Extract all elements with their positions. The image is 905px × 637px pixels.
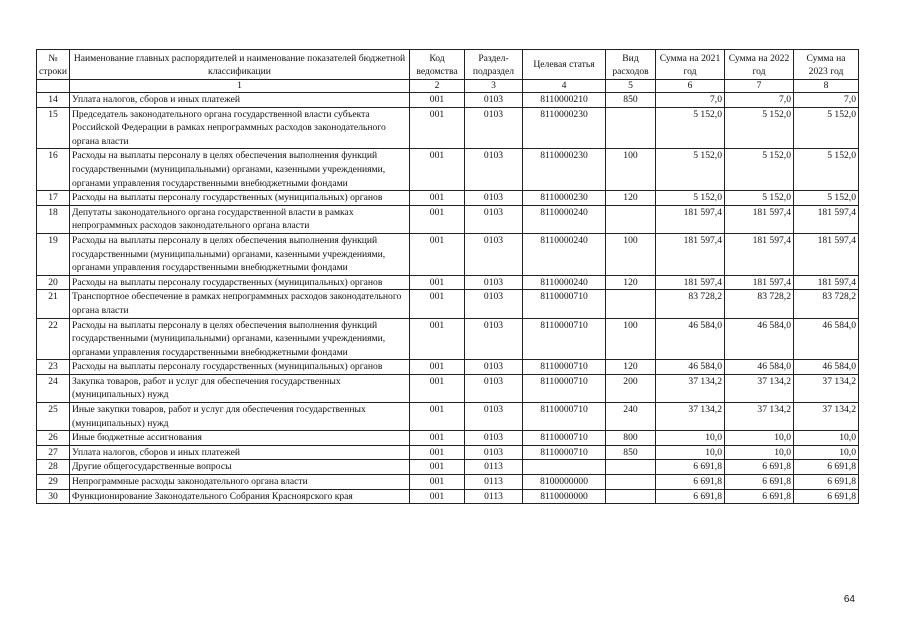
sum-2023-cell: 5 152,0 xyxy=(794,107,859,149)
dept-code-cell: 001 xyxy=(410,233,465,275)
dept-code-cell: 001 xyxy=(410,107,465,149)
sum-2021-cell: 181 597,4 xyxy=(656,233,725,275)
sum-2021-cell: 6 691,8 xyxy=(656,489,725,504)
section-cell: 0103 xyxy=(465,290,523,318)
dept-code-cell: 001 xyxy=(410,374,465,402)
sum-2023-cell: 6 691,8 xyxy=(794,489,859,504)
sum-2021-cell: 10,0 xyxy=(656,445,725,460)
dept-code-cell: 001 xyxy=(410,360,465,375)
sum-2021-cell: 6 691,8 xyxy=(656,460,725,475)
expense-type-cell: 200 xyxy=(606,374,656,402)
table-row xyxy=(37,460,859,475)
header-section: Раздел-подраздел xyxy=(465,50,523,80)
table-row xyxy=(37,445,859,460)
expense-type-cell xyxy=(606,475,656,490)
row-name-cell: Уплата налогов, сборов и иных платежей xyxy=(70,93,410,108)
expense-type-cell xyxy=(606,205,656,233)
row-number-cell: 15 xyxy=(37,107,70,149)
table-body xyxy=(37,93,859,504)
section-cell: 0103 xyxy=(465,149,523,191)
table-row xyxy=(37,93,859,108)
row-number-cell: 20 xyxy=(37,275,70,290)
table-row xyxy=(37,431,859,446)
sum-2022-cell: 5 152,0 xyxy=(725,149,794,191)
row-number-cell: 28 xyxy=(37,460,70,475)
expense-type-cell: 100 xyxy=(606,318,656,360)
sum-2023-cell: 5 152,0 xyxy=(794,149,859,191)
sum-2021-cell: 37 134,2 xyxy=(656,403,725,431)
row-number-cell: 30 xyxy=(37,489,70,504)
sum-2021-cell: 5 152,0 xyxy=(656,191,725,206)
sum-2023-cell: 10,0 xyxy=(794,431,859,446)
row-name-cell: Расходы на выплаты персоналу в целях обеспечения выполнения функций государственными (муниципальными) органами, казенными учреждениями, органами управления государственными внебюджетными фондами xyxy=(70,233,410,275)
row-number-cell: 21 xyxy=(37,290,70,318)
section-cell: 0103 xyxy=(465,275,523,290)
row-name-cell: Расходы на выплаты персоналу в целях обеспечения выполнения функций государственными (муниципальными) органами, казенными учреждениями, органами управления государственными внебюджетными фондами xyxy=(70,149,410,191)
dept-code-cell: 001 xyxy=(410,191,465,206)
row-number-cell: 29 xyxy=(37,475,70,490)
row-number-cell: 22 xyxy=(37,318,70,360)
expense-type-cell: 240 xyxy=(606,403,656,431)
row-number-cell: 25 xyxy=(37,403,70,431)
sum-2021-cell: 5 152,0 xyxy=(656,107,725,149)
column-number: 2 xyxy=(410,80,465,93)
dept-code-cell: 001 xyxy=(410,93,465,108)
sum-2022-cell: 83 728,2 xyxy=(725,290,794,318)
sum-2022-cell: 5 152,0 xyxy=(725,107,794,149)
row-number-cell: 27 xyxy=(37,445,70,460)
row-number-cell: 24 xyxy=(37,374,70,402)
section-cell: 0103 xyxy=(465,205,523,233)
section-cell: 0103 xyxy=(465,403,523,431)
sum-2022-cell: 6 691,8 xyxy=(725,475,794,490)
sum-2022-cell: 181 597,4 xyxy=(725,275,794,290)
table-row xyxy=(37,205,859,233)
sum-2023-cell: 7,0 xyxy=(794,93,859,108)
section-cell: 0103 xyxy=(465,445,523,460)
column-number: 1 xyxy=(70,80,410,93)
sum-2021-cell: 83 728,2 xyxy=(656,290,725,318)
row-name-cell: Депутаты законодательного органа государственной власти в рамках непрограммных расходов законодательного органа власти xyxy=(70,205,410,233)
table-row xyxy=(37,107,859,149)
sum-2021-cell: 10,0 xyxy=(656,431,725,446)
sum-2022-cell: 6 691,8 xyxy=(725,460,794,475)
expense-type-cell: 120 xyxy=(606,360,656,375)
sum-2023-cell: 6 691,8 xyxy=(794,460,859,475)
section-cell: 0113 xyxy=(465,475,523,490)
target-article-cell: 8110000710 xyxy=(523,360,606,375)
section-cell: 0103 xyxy=(465,107,523,149)
target-article-cell: 8110000240 xyxy=(523,233,606,275)
target-article-cell: 8110000710 xyxy=(523,318,606,360)
section-cell: 0103 xyxy=(465,431,523,446)
sum-2022-cell: 37 134,2 xyxy=(725,403,794,431)
row-name-cell: Расходы на выплаты персоналу в целях обеспечения выполнения функций государственными (муниципальными) органами, казенными учреждениями, органами управления государственными внебюджетными фондами xyxy=(70,318,410,360)
sum-2023-cell: 181 597,4 xyxy=(794,275,859,290)
expense-type-cell xyxy=(606,460,656,475)
row-name-cell: Уплата налогов, сборов и иных платежей xyxy=(70,445,410,460)
sum-2023-cell: 37 134,2 xyxy=(794,403,859,431)
section-cell: 0113 xyxy=(465,489,523,504)
section-cell: 0113 xyxy=(465,460,523,475)
row-name-cell: Другие общегосударственные вопросы xyxy=(70,460,410,475)
target-article-cell: 8110000710 xyxy=(523,431,606,446)
expense-type-cell xyxy=(606,290,656,318)
sum-2021-cell: 7,0 xyxy=(656,93,725,108)
expense-type-cell xyxy=(606,107,656,149)
table-row xyxy=(37,360,859,375)
sum-2021-cell: 46 584,0 xyxy=(656,318,725,360)
table-row xyxy=(37,403,859,431)
sum-2022-cell: 7,0 xyxy=(725,93,794,108)
table-row xyxy=(37,149,859,191)
header-row-number: № строки xyxy=(37,50,70,80)
dept-code-cell: 001 xyxy=(410,403,465,431)
sum-2022-cell: 46 584,0 xyxy=(725,360,794,375)
row-name-cell: Иные бюджетные ассигнования xyxy=(70,431,410,446)
expense-type-cell: 800 xyxy=(606,431,656,446)
row-number-cell: 17 xyxy=(37,191,70,206)
sum-2021-cell: 37 134,2 xyxy=(656,374,725,402)
budget-table xyxy=(36,49,859,504)
expense-type-cell: 120 xyxy=(606,191,656,206)
table-row xyxy=(37,233,859,275)
column-number: 8 xyxy=(794,80,859,93)
target-article-cell: 8110000710 xyxy=(523,403,606,431)
target-article-cell: 8110000710 xyxy=(523,374,606,402)
column-number: 3 xyxy=(465,80,523,93)
sum-2022-cell: 181 597,4 xyxy=(725,233,794,275)
column-number: 6 xyxy=(656,80,725,93)
sum-2021-cell: 6 691,8 xyxy=(656,475,725,490)
sum-2023-cell: 46 584,0 xyxy=(794,318,859,360)
row-number-cell: 23 xyxy=(37,360,70,375)
target-article-cell: 8100000000 xyxy=(523,475,606,490)
row-name-cell: Расходы на выплаты персоналу государственных (муниципальных) органов xyxy=(70,275,410,290)
target-article-cell: 8110000210 xyxy=(523,93,606,108)
target-article-cell: 8110000230 xyxy=(523,149,606,191)
sum-2022-cell: 10,0 xyxy=(725,431,794,446)
sum-2021-cell: 5 152,0 xyxy=(656,149,725,191)
sum-2022-cell: 46 584,0 xyxy=(725,318,794,360)
row-number-cell: 19 xyxy=(37,233,70,275)
sum-2022-cell: 37 134,2 xyxy=(725,374,794,402)
header-dept-code: Код ведомства xyxy=(410,50,465,80)
sum-2023-cell: 5 152,0 xyxy=(794,191,859,206)
header-sum-2021: Сумма на 2021 год xyxy=(656,50,725,80)
column-number-blank xyxy=(37,80,70,93)
sum-2021-cell: 181 597,4 xyxy=(656,205,725,233)
target-article-cell: 8110000230 xyxy=(523,191,606,206)
dept-code-cell: 001 xyxy=(410,445,465,460)
dept-code-cell: 001 xyxy=(410,475,465,490)
dept-code-cell: 001 xyxy=(410,149,465,191)
section-cell: 0103 xyxy=(465,191,523,206)
target-article-cell: 8110000240 xyxy=(523,275,606,290)
sum-2021-cell: 46 584,0 xyxy=(656,360,725,375)
target-article-cell: 8110000240 xyxy=(523,205,606,233)
expense-type-cell: 850 xyxy=(606,93,656,108)
header-name: Наименование главных распорядителей и наименование показателей бюджетной классификации xyxy=(70,50,410,80)
sum-2023-cell: 6 691,8 xyxy=(794,475,859,490)
row-number-cell: 26 xyxy=(37,431,70,446)
row-name-cell: Председатель законодательного органа государственной власти субъекта Российской Федерации в рамках непрограммных расходов законодательного органа власти xyxy=(70,107,410,149)
target-article-cell: 8110000230 xyxy=(523,107,606,149)
dept-code-cell: 001 xyxy=(410,318,465,360)
table-row xyxy=(37,374,859,402)
dept-code-cell: 001 xyxy=(410,431,465,446)
row-name-cell: Функционирование Законодательного Собрания Красноярского края xyxy=(70,489,410,504)
header-row xyxy=(37,50,859,80)
dept-code-cell: 001 xyxy=(410,489,465,504)
expense-type-cell: 850 xyxy=(606,445,656,460)
row-name-cell: Расходы на выплаты персоналу государственных (муниципальных) органов xyxy=(70,360,410,375)
sum-2021-cell: 181 597,4 xyxy=(656,275,725,290)
sum-2022-cell: 10,0 xyxy=(725,445,794,460)
row-name-cell: Закупка товаров, работ и услуг для обеспечения государственных (муниципальных) нужд xyxy=(70,374,410,402)
sum-2023-cell: 10,0 xyxy=(794,445,859,460)
table-row xyxy=(37,275,859,290)
expense-type-cell: 100 xyxy=(606,149,656,191)
sum-2023-cell: 181 597,4 xyxy=(794,205,859,233)
sum-2022-cell: 181 597,4 xyxy=(725,205,794,233)
row-number-cell: 16 xyxy=(37,149,70,191)
dept-code-cell: 001 xyxy=(410,460,465,475)
row-name-cell: Транспортное обеспечение в рамках непрограммных расходов законодательного органа власти xyxy=(70,290,410,318)
column-number: 4 xyxy=(523,80,606,93)
section-cell: 0103 xyxy=(465,374,523,402)
column-numbering-row xyxy=(37,80,859,93)
row-name-cell: Иные закупки товаров, работ и услуг для обеспечения государственных (муниципальных) нужд xyxy=(70,403,410,431)
sum-2023-cell: 83 728,2 xyxy=(794,290,859,318)
page-number: 64 xyxy=(843,594,855,605)
header-sum-2023: Сумма на 2023 год xyxy=(794,50,859,80)
sum-2023-cell: 37 134,2 xyxy=(794,374,859,402)
target-article-cell: 8110000000 xyxy=(523,489,606,504)
table-row xyxy=(37,475,859,490)
table-row xyxy=(37,318,859,360)
section-cell: 0103 xyxy=(465,233,523,275)
sum-2023-cell: 181 597,4 xyxy=(794,233,859,275)
header-target-article: Целевая статья xyxy=(523,50,606,80)
dept-code-cell: 001 xyxy=(410,290,465,318)
column-number: 7 xyxy=(725,80,794,93)
target-article-cell xyxy=(523,460,606,475)
header-expense-type: Вид расходов xyxy=(606,50,656,80)
section-cell: 0103 xyxy=(465,318,523,360)
sum-2022-cell: 6 691,8 xyxy=(725,489,794,504)
expense-type-cell: 120 xyxy=(606,275,656,290)
expense-type-cell: 100 xyxy=(606,233,656,275)
dept-code-cell: 001 xyxy=(410,205,465,233)
section-cell: 0103 xyxy=(465,360,523,375)
target-article-cell: 8110000710 xyxy=(523,290,606,318)
dept-code-cell: 001 xyxy=(410,275,465,290)
target-article-cell: 8110000710 xyxy=(523,445,606,460)
table-row xyxy=(37,290,859,318)
row-name-cell: Расходы на выплаты персоналу государственных (муниципальных) органов xyxy=(70,191,410,206)
table-row xyxy=(37,489,859,504)
row-number-cell: 18 xyxy=(37,205,70,233)
table-row xyxy=(37,191,859,206)
sum-2023-cell: 46 584,0 xyxy=(794,360,859,375)
row-number-cell: 14 xyxy=(37,93,70,108)
header-sum-2022: Сумма на 2022 год xyxy=(725,50,794,80)
expense-type-cell xyxy=(606,489,656,504)
section-cell: 0103 xyxy=(465,93,523,108)
column-number: 5 xyxy=(606,80,656,93)
sum-2022-cell: 5 152,0 xyxy=(725,191,794,206)
row-name-cell: Непрограммные расходы законодательного органа власти xyxy=(70,475,410,490)
